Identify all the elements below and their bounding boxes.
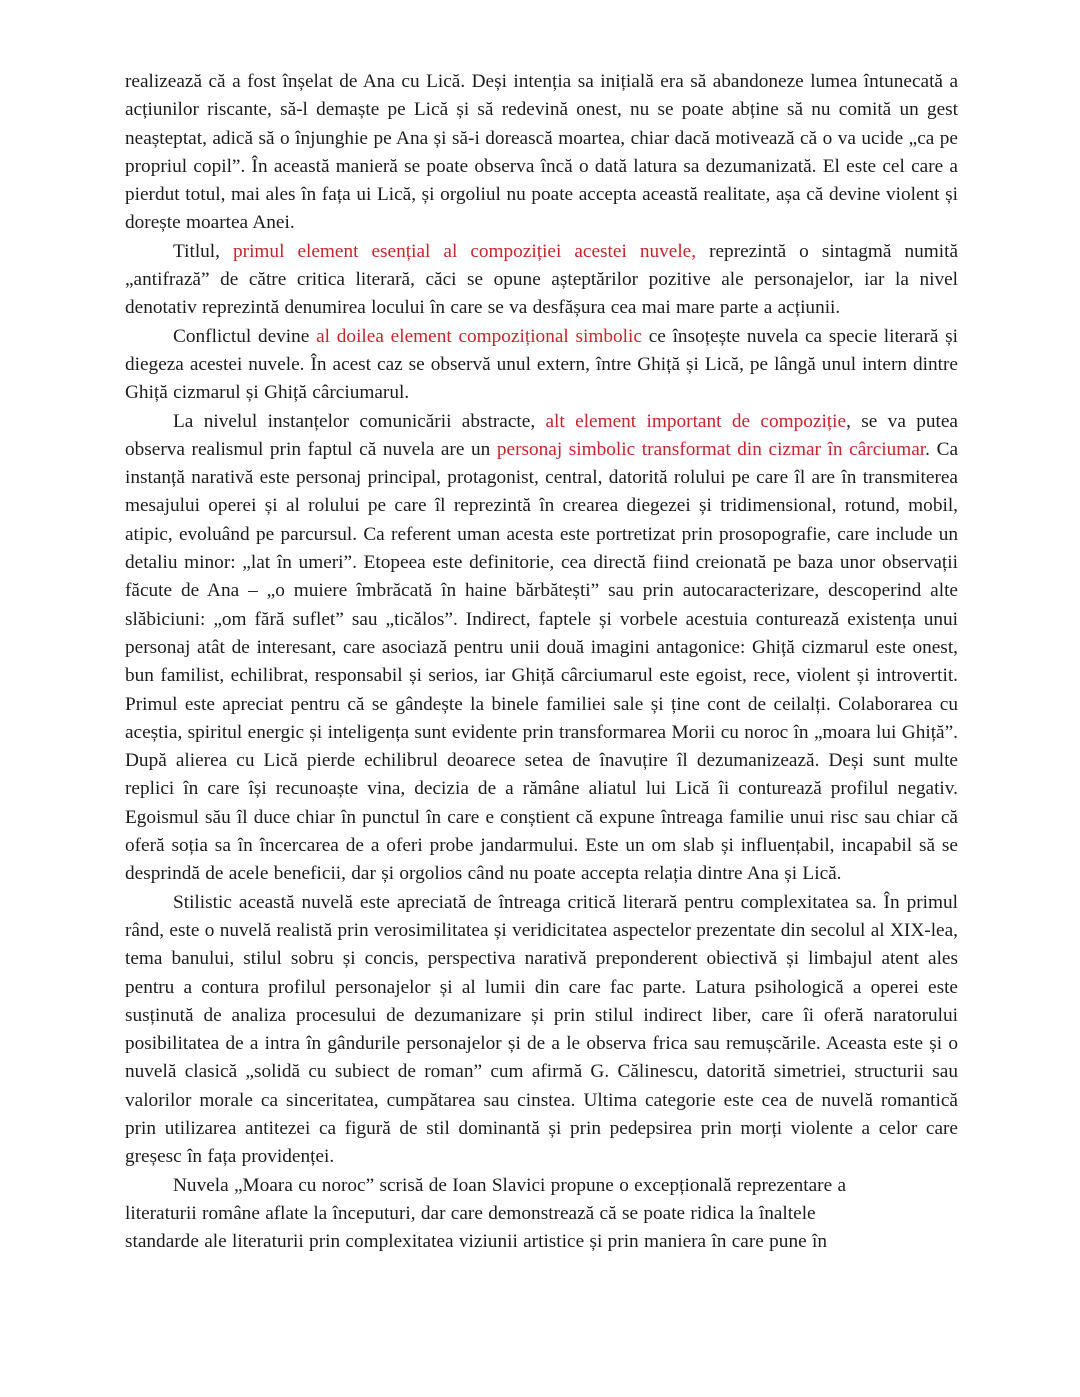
text-run: literaturii române aflate la începuturi, dar care demonstrează că se poate ridica la înaltele: [125, 1202, 816, 1224]
paragraph-6: [125, 1172, 958, 1257]
paragraph-2: [125, 238, 958, 323]
text-run: Titlul,: [173, 240, 234, 262]
text-run: , se va putea observa realismul prin faptul că nuvela are un: [125, 410, 958, 460]
text-run: ce însoțește nuvela ca specie literară și diegeza acestei nuvele. În acest caz se observă unul extern, între Ghiță și Lică, pe lângă unul intern dintre Ghiță cizmarul și Ghiță cârciumarul.: [125, 325, 958, 404]
text-run: realizează că a fost înșelat de Ana cu Lică. Deși intenția sa inițială era să abandoneze lumea întunecată a acțiunilor riscante, să-l demaște pe Lică și să redevină onest, nu se poate abține să nu comită un gest neașteptat, adică să o înjunghie pe Ana și să-i dorească moartea, chiar dacă motivează că o va ucide „ca pe propriul copil”. În această manieră se poate observa încă o dată latura sa dezumanizată. El este cel care a pierdut totul, mai ales în fața ui Lică, și orgoliul nu poate accepta această realitate, așa că devine violent și dorește moartea Anei.: [125, 71, 958, 234]
highlighted-text-run: primul element esențial al compoziției acestei nuvele,: [233, 240, 697, 262]
text-run: La nivelul instanțelor comunicării abstracte,: [173, 410, 546, 432]
text-run: Conflictul devine: [173, 325, 317, 347]
text-run: Stilistic această nuvelă este apreciată de întreaga critică literară pentru complexitatea sa. În primul rând, este o nuvelă realistă prin verosimilitatea și veridicitatea aspectelor prezentate din secolul al XIX-lea, tema banului, stilul sobru și concis, perspectiva narativă preponderent obiectivă și limbajul atent ales pentru a contura profilul personajelor și al lumii din care fac parte. Latura psihologică a operei este susținută de analiza procesului de dezumanizare și prin stilul indirect liber, care îi oferă naratorului posibilitatea de a intra în gândurile personajelor și de a le observa frica sau remușcările. Aceasta este și o nuvelă clasică „solidă cu subiect de roman” cum afirmă G. Călinescu, datorită simetriei, structurii sau valorilor morale ca sinceritatea, cumpătarea sau cinstea. Ultima categorie este cea de nuvelă romantică prin utilizarea antitezei ca figură de stil dominantă și prin pedepsirea prin morți violente a celor care greșesc în fața providenței.: [125, 891, 958, 1168]
text-run: . Ca instanță narativă este personaj principal, protagonist, central, datorită rolului pe care îl are în transmiterea mesajului operei și al rolului pe care îl reprezintă în crearea diegezei și tridimensional, rotund, mobil, atipic, evoluând pe parcursul. Ca referent uman acesta este portretizat prin prosopografie, care include un detaliu minor: „lat în umeri”. Etopeea este definitorie, cea directă fiind creionată pe baza unor observații făcute de Ana – „o muiere îmbrăcată în haine bărbătești” sau prin autocaracterizare, descoperind alte slăbiciuni: „om fără suflet” sau „ticălos”. Indirect, faptele și vorbele acestuia conturează existența unui personaj atât de interesant, care asociază pentru unii două imagini antagonice: Ghiță cizmarul este onest, bun familist, echilibrat, responsabil și serios, iar Ghiță cârciumarul este egoist, rece, violent și introvertit. Primul este apreciat pentru că se gândește la binele familiei sale și ține cont de ceilalți. Colaborarea cu aceștia, spiritul energic și inteligența sunt evidente prin transformarea Morii cu noroc în „moara lui Ghiță”. După alierea cu Lică pierde echilibrul deoarece setea de înavuțire îl dezumanizează. Deși sunt multe replici în care își recunoaște vina, decizia de a rămâne aliatul lui Lică îi conturează profilul negativ. Egoismul său îl duce chiar în punctul în care e conștient că expune întreaga familie unui risc sau chiar că oferă soția sa în încercarea de a oferi probe jandarmului. Este un om slab și influențabil, incapabil să se desprindă de acele beneficii, dar și orgolios când nu poate accepta relația dintre Ana și Lică.: [125, 438, 959, 885]
paragraph-1: [125, 68, 958, 238]
highlighted-text-run: personaj simbolic transformat din cizmar în cârciumar: [496, 438, 926, 460]
paragraph-3: [125, 323, 958, 408]
text-run: Nuvela „Moara cu noroc” scrisă de Ioan Slavici propune o excepțională reprezentare a: [173, 1174, 847, 1196]
paragraph-5: [125, 889, 958, 1172]
text-run: reprezintă o sintagmă numită „antifrază” de către critica literară, căci se opune așteptărilor pozitive ale personajelor, iar la nivel denotativ reprezintă denumirea locului în care se va desfășura cea mai mare parte a acțiunii.: [125, 240, 959, 319]
paragraph-4: [125, 408, 958, 889]
text-run: standarde ale literaturii prin complexitatea viziunii artistice și prin maniera în care pune în: [125, 1231, 827, 1253]
highlighted-text-run: alt element important de compoziție: [545, 410, 847, 432]
document-text-body: [125, 68, 958, 1256]
highlighted-text-run: al doilea element compozițional simbolic: [316, 325, 642, 347]
